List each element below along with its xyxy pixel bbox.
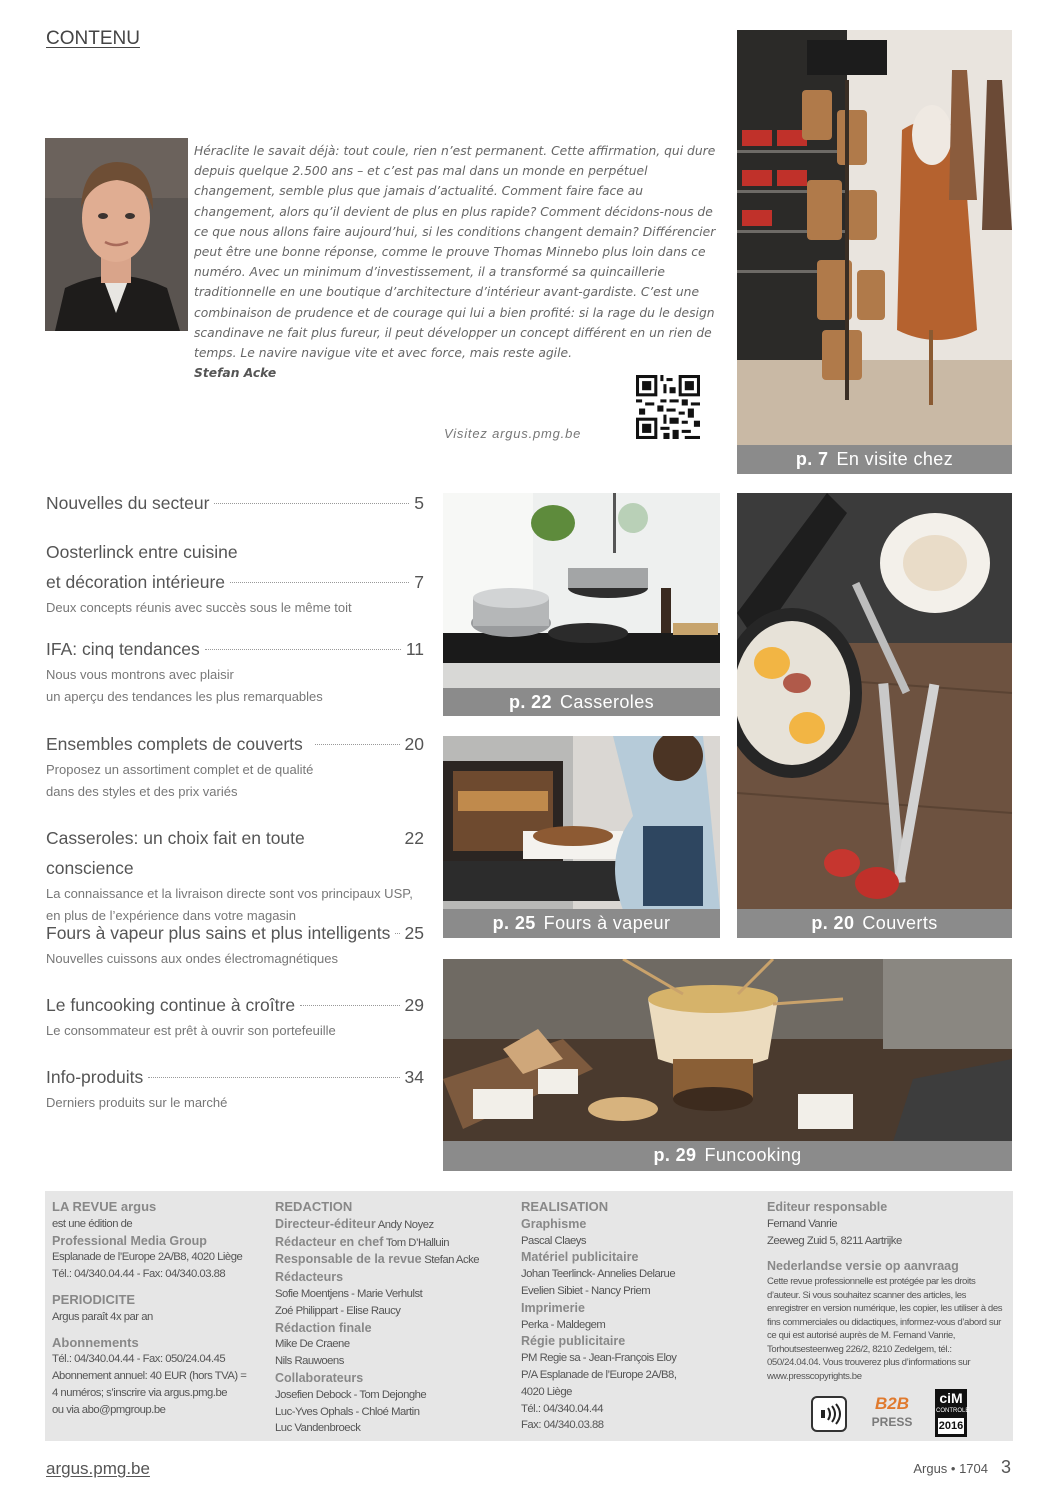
abonnements-tel: Tél.: 04/340.04.44 - Fax: 050/24.04.45 [52, 1353, 226, 1366]
toc-subtitle: Nouvelles cuissons aux ondes électromagnétiques [46, 951, 338, 966]
redaction-label: Rédaction finale [275, 1320, 372, 1335]
toc-item[interactable] [46, 918, 424, 970]
caption-page: p. 29 [653, 1145, 697, 1165]
toc-page: 20 [404, 734, 424, 754]
toc-title: Ensembles complets de couverts [46, 734, 303, 754]
redaction-label: Rédacteur en chef [275, 1234, 384, 1249]
toc-subtitle: Deux concepts réunis avec succès sous le même toit [46, 600, 352, 615]
caption-couverts [737, 909, 1012, 938]
caption-funcooking [443, 1141, 1012, 1171]
redaction-label: Responsable de la revue [275, 1252, 422, 1267]
revue-heading: LA REVUE argus [52, 1199, 157, 1214]
page-number: 3 [1001, 1457, 1012, 1477]
caption-label: En visite chez [836, 449, 954, 469]
editeur-name: Fernand Vanrie [767, 1217, 838, 1230]
cim-logo-year: 2016 [938, 1420, 964, 1432]
revue-address: Esplanade de l’Europe 2A/B8, 4020 Liège [52, 1251, 243, 1264]
realisation-value: PM Regie sa - Jean-François Eloy [521, 1352, 677, 1365]
toc-title: Nouvelles du secteur [46, 493, 210, 513]
redaction-value: Luc Vandenbroeck [275, 1422, 361, 1435]
photo-funcooking [443, 959, 1012, 1142]
redaction-value: Luc-Yves Ophals - Chloé Martin [275, 1405, 420, 1418]
b2b-press-logo [867, 1394, 917, 1434]
realisation-label: Graphisme [521, 1216, 587, 1231]
editeur-nl-note: Nederlandse versie op aanvraag [767, 1259, 959, 1274]
realisation-value: Johan Teerlinck- Annelies Delarue [521, 1268, 676, 1281]
toc-item[interactable] [46, 634, 424, 708]
redaction-value: Tom D’Halluin [385, 1236, 449, 1249]
photo-casseroles [443, 493, 720, 689]
abonnements-line: ou via abo@pmgroup.be [52, 1403, 166, 1416]
toc-item[interactable] [46, 823, 424, 927]
toc-subtitle: Proposez un assortiment complet et de qualité [46, 762, 314, 777]
redaction-heading: REDACTION [275, 1199, 353, 1214]
toc-page: 5 [414, 493, 424, 513]
caption-page: p. 22 [508, 692, 552, 712]
caption-page: p. 20 [811, 913, 855, 933]
caption-fours [443, 909, 720, 938]
redaction-value: Sofie Moentjens - Marie Verhulst [275, 1287, 423, 1300]
toc-page: 7 [414, 572, 424, 592]
revue-publisher: Professional Media Group [52, 1233, 207, 1248]
toc-subtitle: dans des styles et des prix variés [46, 784, 238, 799]
colophon-redaction [275, 1199, 515, 1437]
toc-item[interactable] [46, 1062, 424, 1114]
colophon [45, 1191, 1013, 1441]
toc-page: 11 [405, 639, 424, 659]
photo-fours [443, 736, 720, 910]
footer-issue: Argus • 1704 [913, 1461, 988, 1476]
caption-label: Fours à vapeur [543, 913, 671, 933]
toc-page: 25 [404, 923, 424, 943]
toc-subtitle: un aperçu des tendances les plus remarquables [46, 689, 323, 704]
caption-casseroles [443, 688, 720, 716]
realisation-value: Pascal Claeys [521, 1234, 587, 1247]
toc-title: Casseroles: un choix fait en toute conscience [46, 828, 305, 878]
toc-item[interactable] [46, 537, 424, 619]
caption-page: p. 7 [795, 449, 829, 469]
redaction-label: Rédacteurs [275, 1270, 344, 1285]
redaction-label: Collaborateurs [275, 1370, 364, 1385]
toc-subtitle: La connaissance et la livraison directe sont vos principaux USP, [46, 886, 413, 901]
editeur-address: Zeeweg Zuid 5, 8211 Aartrijke [767, 1234, 902, 1247]
toc-page: 29 [404, 995, 424, 1015]
toc-page: 34 [404, 1067, 424, 1087]
redaction-value: Nils Rauwoens [275, 1355, 344, 1368]
toc-subtitle: Le consommateur est prêt à ouvrir son portefeuille [46, 1023, 336, 1038]
editor-portrait [45, 138, 188, 331]
abonnements-heading: Abonnements [52, 1334, 139, 1350]
realisation-value: Fax: 04/340.03.88 [521, 1419, 604, 1432]
photo-couverts [737, 493, 1012, 910]
b2b-logo-text: B2B [874, 1394, 909, 1413]
redaction-value: Stefan Acke [424, 1254, 480, 1267]
colophon-editeur [767, 1199, 1007, 1383]
cim-logo-controle: CONTROLE [936, 1408, 970, 1414]
revue-tel: Tél.: 04/340.04.44 - Fax: 04/340.03.88 [52, 1268, 226, 1281]
toc-title: Info-produits [46, 1067, 144, 1087]
editorial-body: Héraclite le savait déjà: tout coule, rien n’est permanent. Cette affirmation, qui dure depuis quelque 2.500 ans – et c’est pas mal dans un monde en perpétuel changement, semble plus que jamais d’actualité. Comment faire face au changement, alors qu’il devient de plus en plus rapide? Comment décidons-nous de ce que nous allons faire aujourd’hui, si les conditions changent demain? Différencier peut être une bonne réponse, comme le prouve Thomas Minnebo plus loin dans ce numéro. Avec un minimum d’investissement, il a transformé sa quincaillerie traditionnelle en une boutique d’architecture d’intérieur avant-gardiste. C’est une combinaison de prudence et de courage qui lui a bien profité: si la rage du le design scandinave ne fait plus fureur, il peut développer un concept différent en un rien de temps. Le navire navigue vite et avec force, mais reste agile. [194, 144, 716, 361]
section-title: CONTENU [46, 28, 140, 49]
toc-subtitle: Nous vous montrons avec plaisir [46, 667, 234, 682]
realisation-label: Régie publicitaire [521, 1334, 626, 1349]
revue-line: est une édition de [52, 1217, 133, 1230]
nfc-icon [811, 1396, 847, 1432]
toc-item[interactable] [46, 488, 424, 518]
periodicite-text: Argus paraît 4x par an [52, 1310, 153, 1323]
editorial-author: Stefan Acke [194, 366, 277, 381]
cim-logo-text: ciM [939, 1390, 963, 1406]
redaction-value: Zoé Philippart - Elise Raucy [275, 1304, 401, 1317]
toc-title: Fours à vapeur plus sains et plus intelligents [46, 923, 391, 943]
toc-subtitle: Derniers produits sur le marché [46, 1095, 228, 1110]
editeur-legal: Cette revue professionnelle est protégée par les droits d’auteur. Si vous souhaitez scanner des articles, les enregistrer en version numérique, les copier, les utiliser à des fins commerciales ou didactiques, informez-vous d’abord sur ce qui est autorisé auprès de M. Fernand Vanrie, Torhoutsesteenweg 226/2, 8210 Zedelgem, tél.: 050/24.04.04. Vous trouverez plus d’informations sur www.presscopyrights.be [767, 1276, 1003, 1382]
caption-label: Couverts [862, 913, 938, 933]
editorial-text [194, 141, 720, 383]
realisation-value: Evelien Sibiet - Nancy Priem [521, 1284, 651, 1297]
toc-title-first-line: Oosterlinck entre cuisine [46, 542, 238, 562]
press-logo-text: PRESS [871, 1415, 913, 1429]
toc-title: IFA: cinq tendances [46, 639, 200, 659]
qr-code-icon[interactable] [636, 375, 700, 439]
toc-item[interactable] [46, 729, 424, 803]
footer-website-link[interactable]: argus.pmg.be [46, 1459, 150, 1478]
caption-label: Funcooking [704, 1145, 802, 1165]
abonnements-line: 4 numéros; s’inscrire via argus.pmg.be [52, 1386, 228, 1399]
caption-page: p. 25 [492, 913, 536, 933]
abonnements-line: Abonnement annuel: 40 EUR (hors TVA) = [52, 1370, 247, 1383]
realisation-label: Imprimerie [521, 1300, 585, 1315]
toc-page: 22 [404, 828, 424, 848]
realisation-value: 4020 Liège [521, 1385, 572, 1398]
redaction-value: Josefien Debock - Tom Dejonghe [275, 1388, 427, 1401]
realisation-value: Tél.: 04/340.04.44 [521, 1402, 604, 1415]
periodicite-heading: PERIODICITE [52, 1291, 136, 1307]
realisation-heading: REALISATION [521, 1199, 609, 1214]
toc-subtitle: en plus de l’expérience dans votre magasin [46, 908, 297, 923]
photo-shop-interior [737, 30, 1012, 446]
caption-label: Casseroles [559, 692, 655, 712]
colophon-revue [52, 1199, 272, 1419]
realisation-label: Matériel publicitaire [521, 1250, 639, 1265]
realisation-value: Perka - Maldegem [521, 1318, 606, 1331]
website-link-visit[interactable]: Visitez argus.pmg.be [444, 426, 582, 441]
toc-title: Le funcooking continue à croître [46, 995, 296, 1015]
toc-item[interactable] [46, 990, 424, 1042]
redaction-value: Mike De Craene [275, 1338, 350, 1351]
toc-title: et décoration intérieure [46, 572, 225, 592]
redaction-label: Directeur-éditeur [275, 1216, 376, 1231]
colophon-realisation [521, 1199, 761, 1434]
caption-en-visite [737, 445, 1012, 474]
redaction-value: Andy Noyez [377, 1218, 434, 1231]
realisation-value: P/A Esplanade de l’Europe 2A/B8, [521, 1368, 677, 1381]
cim-logo [935, 1389, 970, 1437]
editeur-heading: Editeur responsable [767, 1200, 888, 1214]
